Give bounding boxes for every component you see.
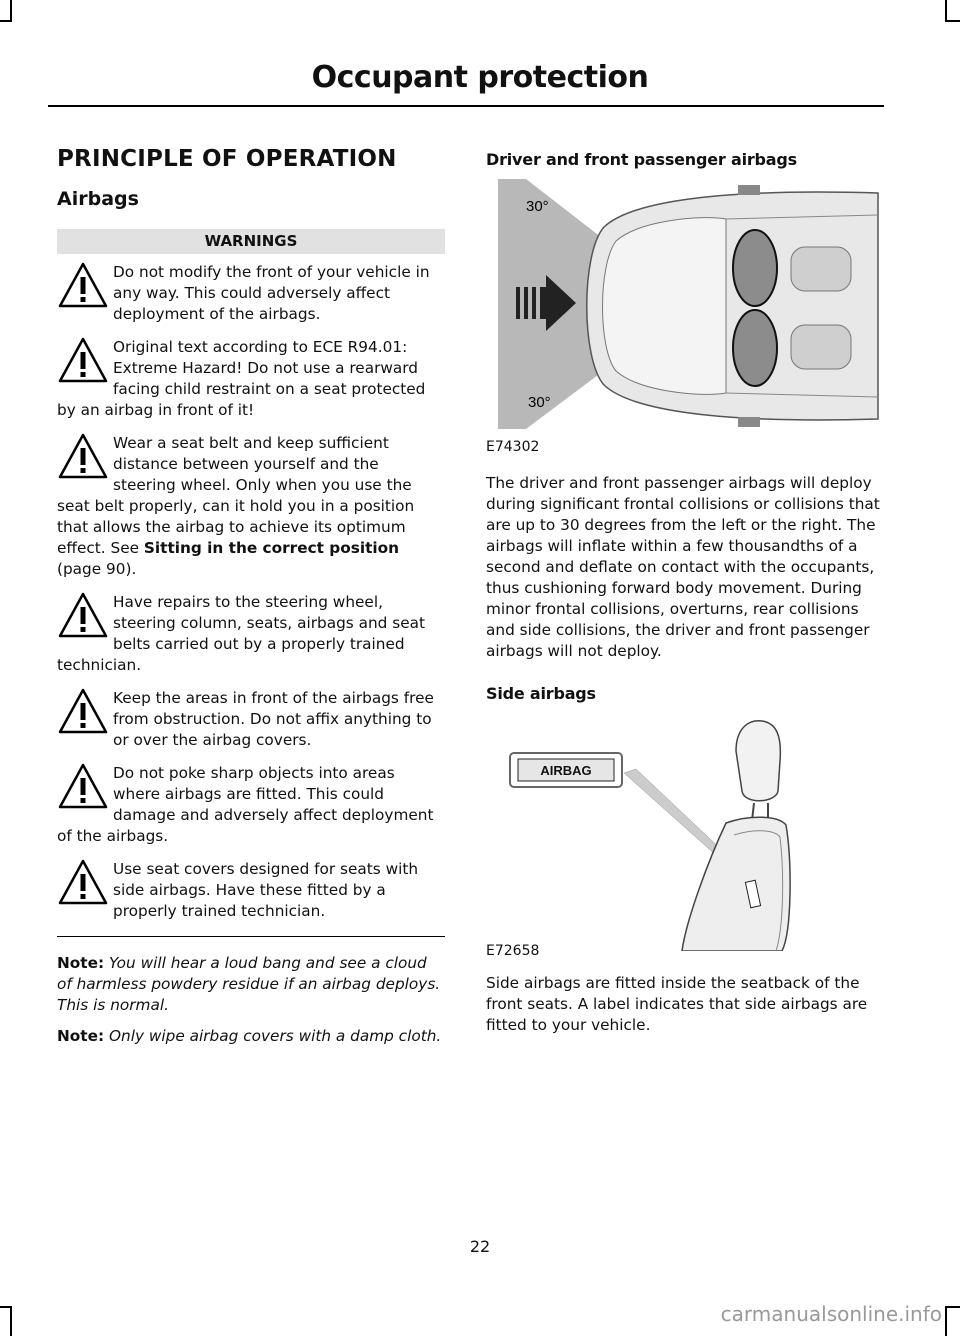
note-label: Note:	[57, 954, 105, 972]
car-airbag-illustration	[486, 179, 882, 429]
warning-triangle-icon	[57, 260, 109, 310]
warning-triangle-icon	[57, 590, 109, 640]
warning-triangle-icon	[57, 761, 109, 811]
warning-text: Do not modify the front of your vehicle in any way. This could adversely affect deployment of the airbags.	[113, 263, 430, 323]
watermark: carmanualsonline.info	[720, 1302, 942, 1326]
warning-item	[57, 688, 445, 751]
warning-text: Original text according to ECE R94.01: Extreme Hazard! Do not use a rearward facing child restraint on a seat protected by an airbag in front of it!	[57, 338, 426, 419]
subsection-heading: Airbags	[57, 188, 139, 210]
warning-triangle-icon	[57, 431, 109, 481]
warning-triangle-icon	[57, 335, 109, 385]
note-text: You will hear a loud bang and see a cloud of harmless powdery residue if an airbag deploys. This is normal.	[57, 954, 441, 1014]
crop-mark	[0, 20, 12, 22]
warning-text: Wear a seat belt and keep sufficient distance between yourself and the steering wheel. Only when you use the seat belt properly, can it hold you in a position that allows the airbag to achieve its optimum effect. See	[57, 434, 415, 557]
section-heading: PRINCIPLE OF OPERATION	[57, 146, 397, 172]
note-label: Note:	[57, 1027, 105, 1045]
warning-text: Keep the areas in front of the airbags free from obstruction. Do not affix anything to or over the airbag covers.	[113, 689, 434, 749]
airbag-label-text: AIRBAG	[540, 763, 592, 778]
crop-mark	[945, 0, 947, 22]
warning-text: Use seat covers designed for seats with side airbags. Have these fitted by a properly trained technician.	[113, 860, 419, 920]
section-title-side-airbags: Side airbags	[486, 684, 596, 703]
cross-reference-link[interactable]: Sitting in the correct position	[143, 539, 400, 557]
warning-item	[57, 337, 445, 421]
front-airbag-figure	[486, 179, 882, 429]
body-paragraph: Side airbags are fitted inside the seatback of the front seats. A label indicates that side airbags are fitted to your vehicle.	[486, 974, 868, 1034]
page-reference: (page 90).	[57, 560, 137, 578]
section-title-front-airbags: Driver and front passenger airbags	[486, 150, 797, 169]
warnings-end-rule	[57, 936, 445, 937]
warning-item	[57, 433, 445, 580]
right-column	[486, 146, 882, 1036]
figure-code: E74302	[486, 439, 540, 455]
side-airbag-figure	[486, 711, 882, 951]
angle-label-top: 30°	[526, 198, 549, 215]
warning-text: Do not poke sharp objects into areas where airbags are fitted. This could damage and adversely affect deployment of the airbags.	[57, 764, 434, 845]
page-number: 22	[469, 1237, 491, 1256]
left-column	[57, 146, 445, 1047]
note	[57, 953, 445, 1016]
crop-mark	[10, 1306, 12, 1336]
crop-mark	[945, 1306, 960, 1308]
angle-label-bottom: 30°	[528, 394, 551, 411]
warning-text: Have repairs to the steering wheel, steering column, seats, airbags and seat belts carried out by a properly trained technician.	[57, 593, 426, 674]
warnings-banner: WARNINGS	[57, 229, 445, 254]
warning-triangle-icon	[57, 857, 109, 907]
header-rule	[48, 105, 884, 107]
body-paragraph: The driver and front passenger airbags will deploy during significant frontal collisions or collisions that are up to 30 degrees from the left or the right. The airbags will inflate within a few thousandths of a second and deflate on contact with the occupants, thus cushioning forward body movement. During minor frontal collisions, overturns, rear collisions and side collisions, the driver and front passenger airbags will not deploy.	[486, 474, 880, 660]
figure-code: E72658	[486, 943, 540, 959]
crop-mark	[945, 20, 960, 22]
warning-item	[57, 763, 445, 847]
warning-item	[57, 592, 445, 676]
note	[57, 1026, 445, 1047]
warning-triangle-icon	[57, 686, 109, 736]
crop-mark	[10, 0, 12, 22]
page-title: Occupant protection	[311, 60, 649, 95]
warning-item	[57, 262, 445, 325]
seat-illustration	[486, 711, 882, 951]
crop-mark	[945, 1306, 947, 1336]
note-text: Only wipe airbag covers with a damp cloth.	[109, 1027, 442, 1045]
warning-item	[57, 859, 445, 922]
